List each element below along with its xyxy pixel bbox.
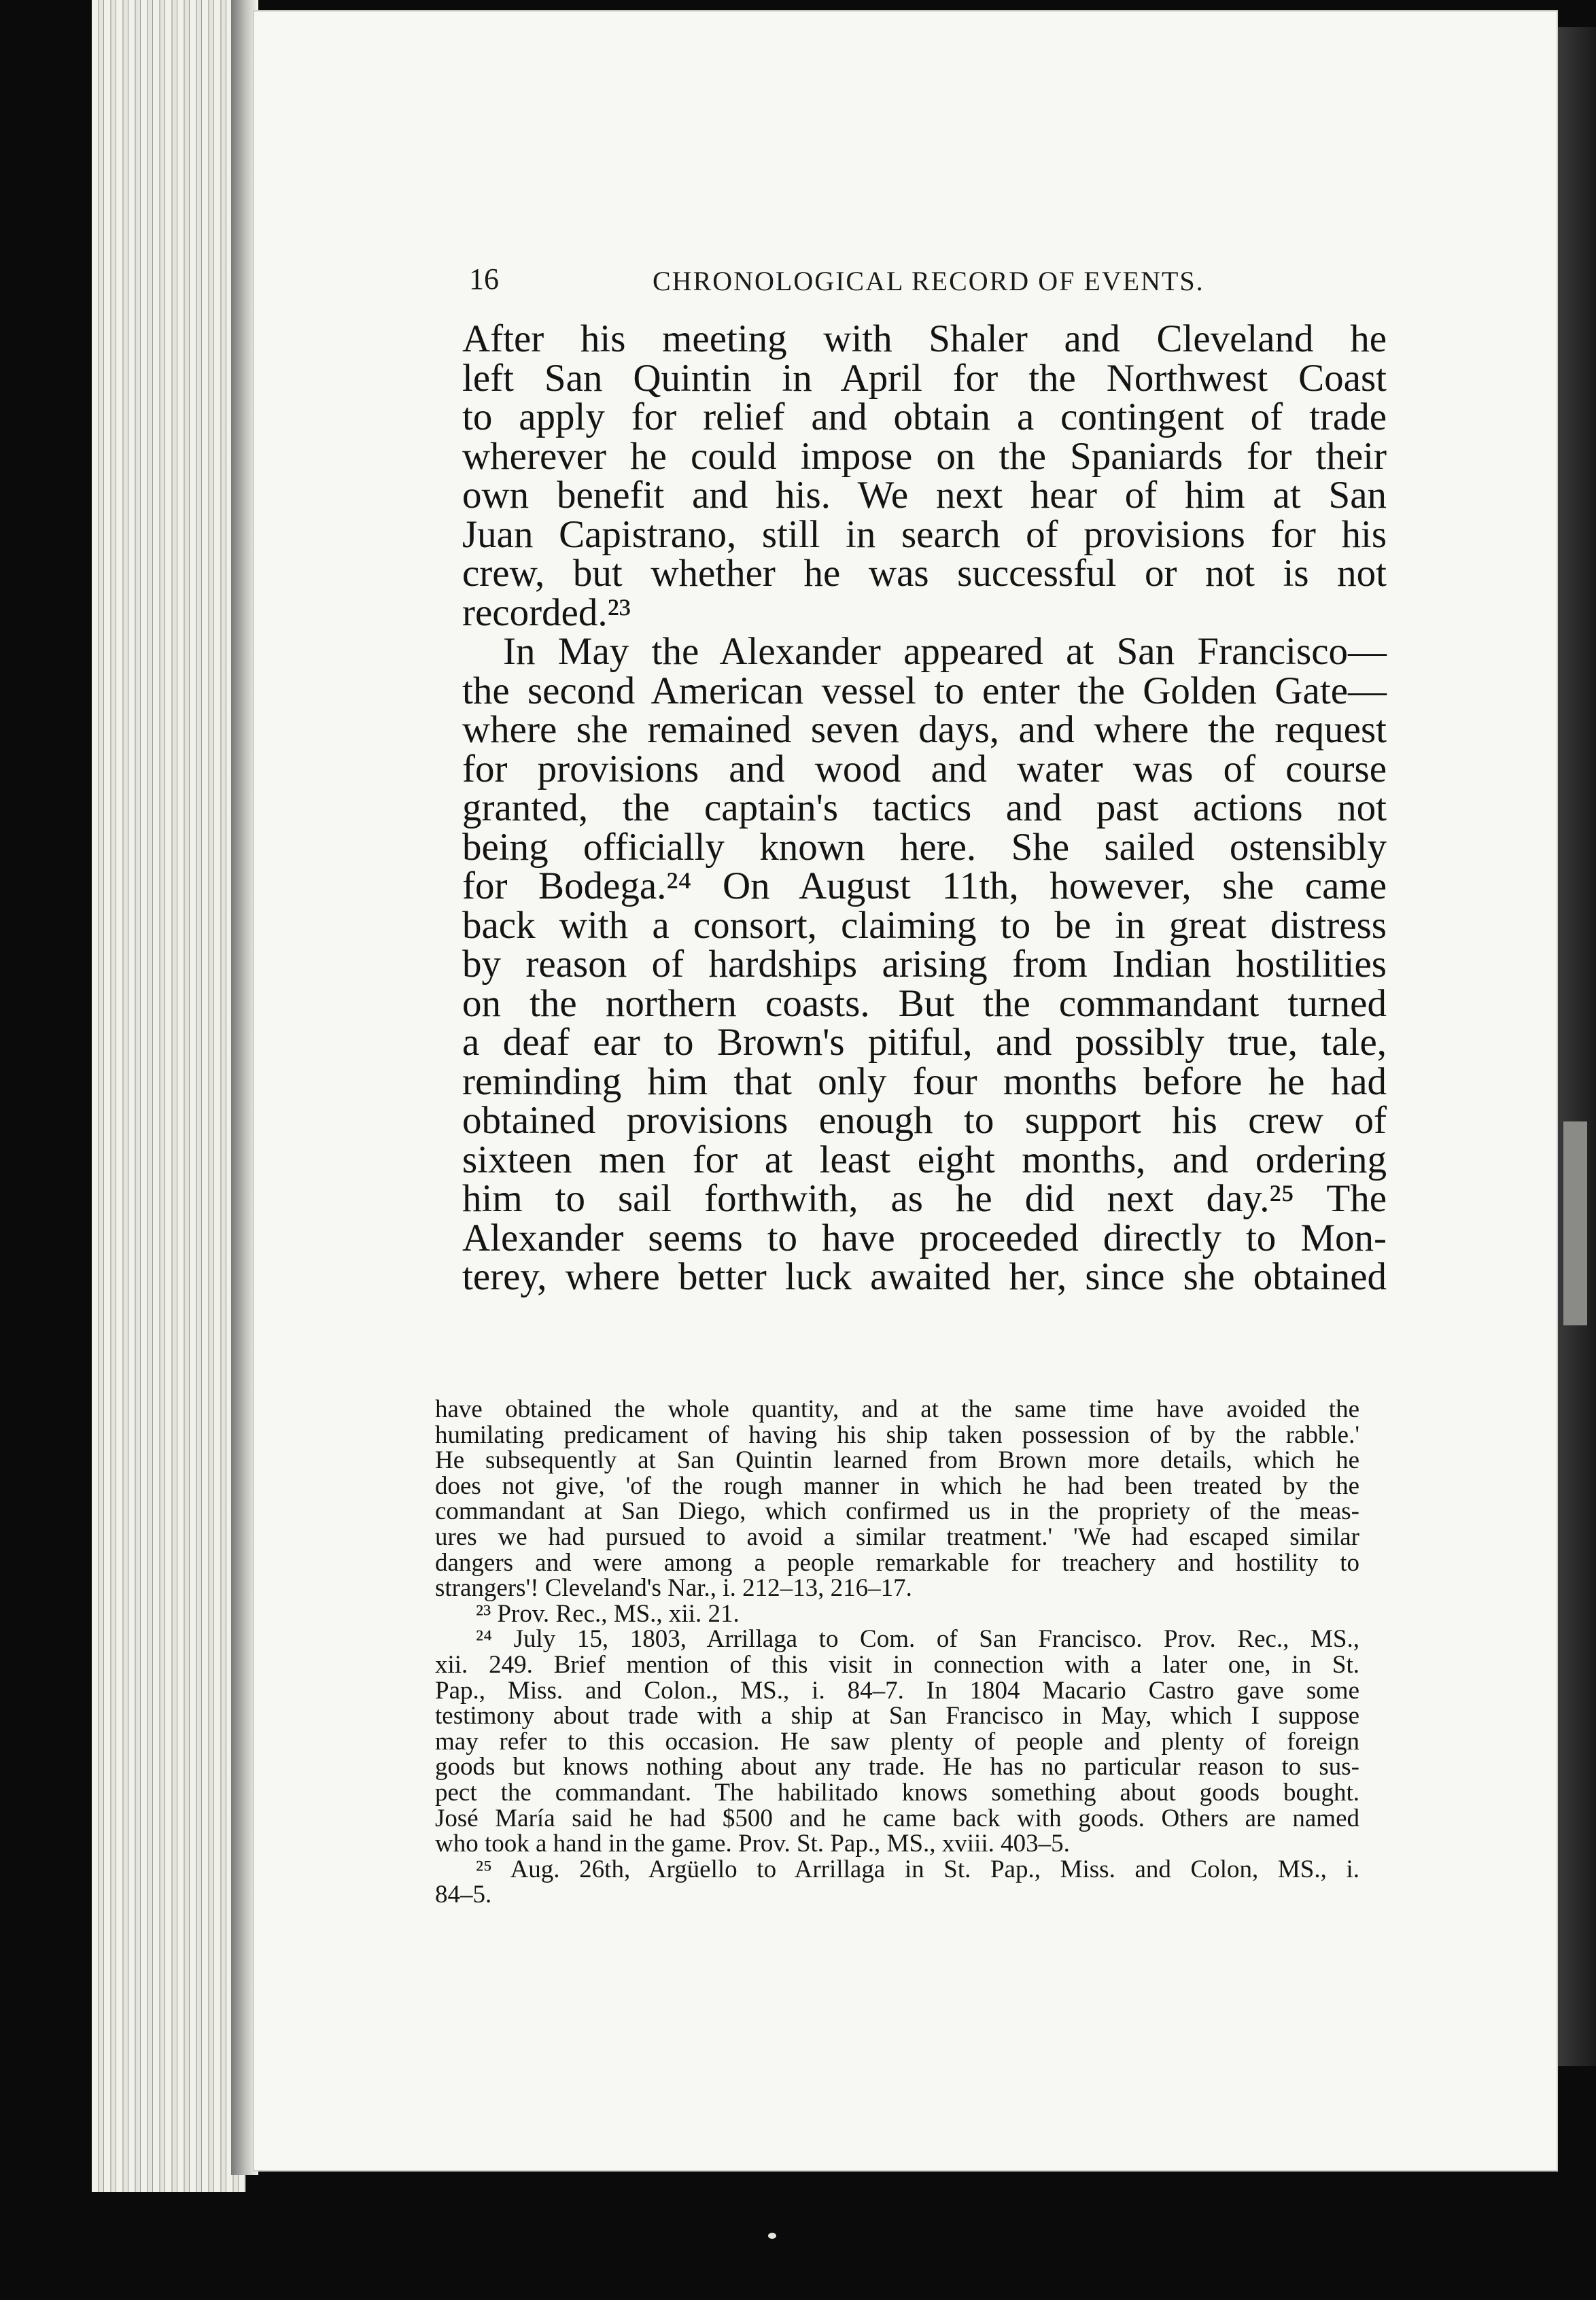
running-head: CHRONOLOGICAL RECORD OF EVENTS. — [653, 266, 1204, 296]
body-line: In May the Alexander appeared at San Francisco— — [503, 630, 1387, 673]
page-header — [469, 262, 1393, 309]
page-number: 16 — [469, 262, 499, 296]
body-line: recorded.²³ — [462, 591, 631, 634]
footnote-line: ²³ Prov. Rec., MS., xii. 21. — [476, 1599, 740, 1628]
body-line: own benefit and his. We next hear of him at San — [462, 474, 1387, 517]
body-line: obtained provisions enough to support his crew of — [462, 1099, 1387, 1142]
body-line: on the northern coasts. But the commandant turned — [462, 981, 1387, 1025]
body-line: being officially known here. She sailed ostensibly — [462, 825, 1387, 869]
footnote-line: ²⁵ Aug. 26th, Argüello to Arrillaga in St. Pap., Miss. and Colon, MS., i. — [476, 1855, 1359, 1883]
book-page-edges — [92, 0, 246, 2192]
facing-page-edge — [1558, 27, 1596, 2066]
footnote-line: may refer to this occasion. He saw plenty of people and plenty of foreign — [435, 1727, 1359, 1756]
facing-page-highlight — [1563, 1121, 1587, 1325]
body-line: sixteen men for at least eight months, and ordering — [462, 1138, 1387, 1181]
body-line: Juan Capistrano, still in search of provisions for his — [462, 512, 1387, 556]
body-line: him to sail forthwith, as he did next day.²⁵ The — [462, 1177, 1387, 1220]
scan-speck — [768, 2233, 776, 2239]
footnote-line: ures we had pursued to avoid a similar treatment.' 'We had escaped similar — [435, 1522, 1359, 1551]
footnote-line: Pap., Miss. and Colon., MS., i. 84–7. In 1804 Macario Castro gave some — [435, 1676, 1359, 1705]
footnote-line: does not give, 'of the rough manner in which he had been treated by the — [435, 1471, 1359, 1500]
body-line: where she remained seven days, and where the request — [462, 708, 1387, 751]
footnote-line: testimony about trade with a ship at San Francisco in May, which I suppose — [435, 1702, 1359, 1730]
body-line: for provisions and wood and water was of course — [462, 747, 1387, 790]
body-line: by reason of hardships arising from Indian hostilities — [462, 943, 1387, 986]
footnote-line: pect the commandant. The habilitado knows something about goods bought. — [435, 1778, 1359, 1807]
footnote-line: José María said he had $500 and he came back with goods. Others are named — [435, 1804, 1359, 1832]
main-text — [462, 319, 1387, 1297]
footnote-line: ²⁴ July 15, 1803, Arrillaga to Com. of San Francisco. Prov. Rec., MS., — [476, 1625, 1359, 1654]
body-line: left San Quintin in April for the Northwest Coast — [462, 356, 1387, 400]
footnote-line: 84–5. — [435, 1881, 492, 1909]
body-line: terey, where better luck awaited her, since she obtained — [462, 1255, 1387, 1298]
footnote-line: goods but knows nothing about any trade. He has no particular reason to sus- — [435, 1753, 1359, 1781]
footnote-line: who took a hand in the game. Prov. St. Pap., MS., xviii. 403–5. — [435, 1830, 1070, 1858]
body-line: back with a consort, claiming to be in great distress — [462, 903, 1387, 947]
body-line: the second American vessel to enter the Golden Gate— — [462, 669, 1387, 712]
body-line: wherever he could impose on the Spaniards for their — [462, 434, 1387, 478]
footnote-line: He subsequently at San Quintin learned from Brown more details, which he — [435, 1446, 1359, 1475]
footnote-line: dangers and were among a people remarkable for treachery and hostility to — [435, 1548, 1359, 1577]
body-line: granted, the captain's tactics and past actions not — [462, 786, 1387, 829]
body-line: After his meeting with Shaler and Cleveland he — [462, 317, 1387, 360]
footnote-line: humilating predicament of having his ship taken possession of by the rabble.' — [435, 1421, 1359, 1449]
footnote-line: xii. 249. Brief mention of this visit in connection with a later one, in St. — [435, 1650, 1359, 1679]
scan-border — [0, 2192, 1596, 2300]
body-line: crew, but whether he was successful or not is not — [462, 552, 1387, 595]
body-line: Alexander seems to have proceeded directly to Mon- — [462, 1216, 1387, 1259]
body-line: for Bodega.²⁴ On August 11th, however, she came — [462, 865, 1387, 907]
footnote-line: have obtained the whole quantity, and at the same time have avoided the — [435, 1395, 1359, 1423]
footnote-line: strangers'! Cleveland's Nar., i. 212–13, 216–17. — [435, 1574, 912, 1603]
footnotes — [435, 1397, 1359, 1908]
body-line: to apply for relief and obtain a contingent of trade — [462, 396, 1387, 438]
footnote-line: commandant at San Diego, which confirmed us in the propriety of the meas- — [435, 1497, 1359, 1526]
body-line: reminding him that only four months before he had — [462, 1060, 1387, 1103]
body-line: a deaf ear to Brown's pitiful, and possibly true, tale, — [462, 1021, 1387, 1064]
